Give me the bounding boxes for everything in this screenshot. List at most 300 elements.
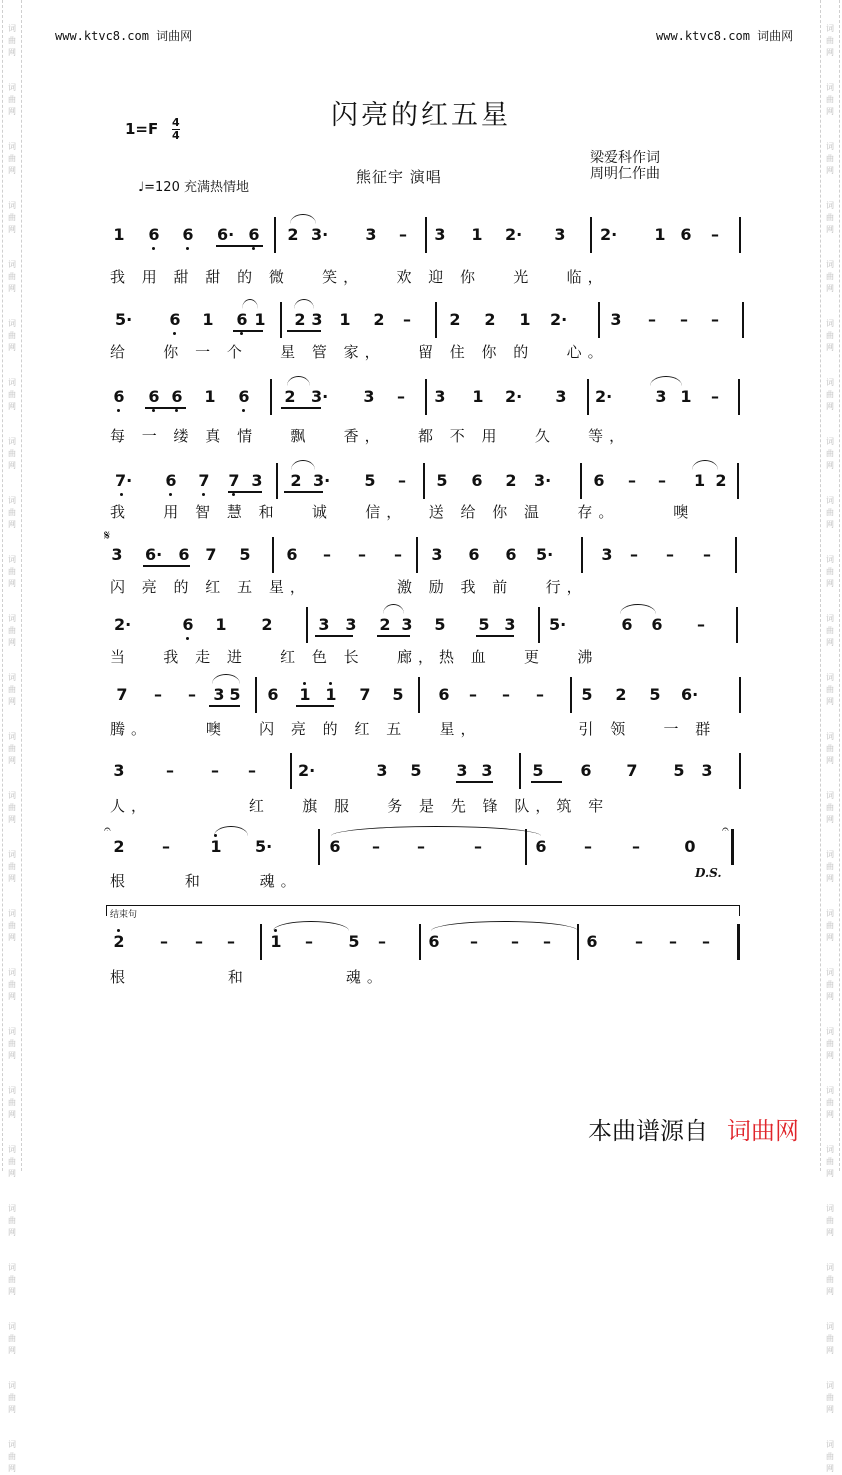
watermark-char: 词: [8, 791, 16, 800]
watermark-char: 词: [826, 732, 834, 741]
note: 5: [649, 685, 661, 704]
bar-line: [739, 217, 741, 253]
note-dash: –: [632, 837, 640, 856]
note: 3: [554, 225, 566, 244]
watermark-char: 词: [826, 1381, 834, 1390]
watermark-char: 网: [8, 1405, 16, 1414]
note: 1: [472, 387, 484, 406]
note: 3: [363, 387, 375, 406]
watermark-char: 网: [826, 992, 834, 1001]
note: 3: [318, 615, 330, 634]
note: 2: [113, 932, 125, 951]
note: 3: [345, 615, 357, 634]
note: 1: [210, 837, 222, 856]
note: 6: [651, 615, 663, 634]
note: 6·: [217, 225, 235, 244]
watermark-char: 网: [826, 1228, 834, 1237]
note: 3: [213, 685, 225, 704]
note: 1: [270, 932, 282, 951]
bar-line: [274, 217, 276, 253]
ending-label: 结束句: [110, 910, 138, 920]
note-dash: –: [248, 761, 256, 780]
watermark-char: 词: [8, 1263, 16, 1272]
octave-dot-above: [303, 682, 306, 685]
watermark-char: 曲: [826, 626, 834, 635]
note: 3: [434, 225, 446, 244]
note: 1: [471, 225, 483, 244]
bar-line: [737, 463, 739, 499]
beam-underline: [315, 635, 353, 637]
bar-line: [290, 753, 292, 789]
octave-dot-below: [152, 247, 155, 250]
note-dash: –: [711, 387, 719, 406]
watermark-char: 词: [826, 791, 834, 800]
watermark-char: 词: [8, 24, 16, 33]
note-dash: –: [666, 545, 674, 564]
watermark-char: 网: [826, 815, 834, 824]
octave-dot-below: [120, 493, 123, 496]
bar-line: [435, 302, 437, 338]
watermark-char: 词: [826, 142, 834, 151]
bar-line: [581, 537, 583, 573]
bar-line: [418, 677, 420, 713]
watermark-char: 词: [826, 437, 834, 446]
note-dash: –: [702, 932, 710, 951]
note-dash: –: [648, 310, 656, 329]
watermark-char: 网: [8, 107, 16, 116]
watermark-char: 网: [8, 520, 16, 529]
note-dash: –: [358, 545, 366, 564]
site-url-right[interactable]: www.ktvc8.com 词曲网: [656, 29, 794, 43]
note: 2: [294, 310, 306, 329]
note-dash: –: [502, 685, 510, 704]
note: 7·: [115, 471, 133, 490]
octave-dot-below: [202, 493, 205, 496]
watermark-char: 网: [826, 1405, 834, 1414]
bar-line: [538, 607, 540, 643]
watermark-char: 网: [826, 1287, 834, 1296]
watermark-char: 曲: [826, 154, 834, 163]
fermata-sign-right: 𝄐: [722, 822, 729, 836]
note: –: [628, 471, 636, 490]
bar-line: [318, 829, 320, 865]
bar-line: [570, 677, 572, 713]
watermark-char: 词: [8, 142, 16, 151]
note: 5: [434, 615, 446, 634]
note: 1: [519, 310, 531, 329]
note: 7: [205, 545, 217, 564]
note: 5: [229, 685, 241, 704]
note: 6: [238, 387, 250, 406]
watermark-char: 词: [8, 555, 16, 564]
watermark-char: 曲: [826, 95, 834, 104]
song-title: 闪亮的红五星: [331, 100, 511, 131]
tie-slur: [290, 214, 316, 224]
note: 3·: [311, 225, 329, 244]
watermark-char: 网: [826, 933, 834, 942]
watermark-char: 词: [826, 496, 834, 505]
watermark-char: 网: [8, 579, 16, 588]
note: 7: [198, 471, 210, 490]
note: 6: [471, 471, 483, 490]
watermark-char: 曲: [826, 1334, 834, 1343]
bar-line: [306, 607, 308, 643]
tie-slur: [331, 826, 541, 836]
watermark-char: 曲: [8, 449, 16, 458]
bar-line: [735, 537, 737, 573]
watermark-char: 词: [826, 319, 834, 328]
watermark-char: 词: [826, 378, 834, 387]
note-dash: –: [469, 685, 477, 704]
note: 6: [428, 932, 440, 951]
bar-line: [738, 379, 740, 415]
note: 5·: [536, 545, 554, 564]
note: 1: [254, 310, 266, 329]
note: 6: [236, 310, 248, 329]
watermark-char: 曲: [826, 567, 834, 576]
note: 7: [116, 685, 128, 704]
tie-slur: [287, 376, 310, 386]
note: 3: [311, 310, 323, 329]
watermark-char: 词: [826, 555, 834, 564]
note: 2: [284, 387, 296, 406]
watermark-char: 词: [8, 909, 16, 918]
bar-line: [270, 379, 272, 415]
note: 3: [401, 615, 413, 634]
octave-dot-below: [242, 409, 245, 412]
bar-line: [419, 924, 421, 960]
note: 1: [325, 685, 337, 704]
beam-underline: [284, 491, 323, 493]
beam-underline: [456, 781, 493, 783]
note-dash: –: [211, 761, 219, 780]
tie-slur: [620, 604, 656, 614]
note: 3: [504, 615, 516, 634]
watermark-char: 网: [8, 638, 16, 647]
watermark-char: 网: [826, 697, 834, 706]
watermark-char: 曲: [8, 1098, 16, 1107]
watermark-char: 网: [8, 225, 16, 234]
note-dash: –: [399, 225, 407, 244]
octave-dot-below: [169, 493, 172, 496]
watermark-char: 曲: [8, 1157, 16, 1166]
lyric-line: 根 和 魂。: [110, 968, 388, 986]
watermark-char: 曲: [826, 685, 834, 694]
time-signature-top: 4: [172, 116, 180, 129]
note: 2·: [505, 387, 523, 406]
watermark-char: 网: [826, 48, 834, 57]
note: 5: [436, 471, 448, 490]
watermark-char: 网: [8, 402, 16, 411]
note: 2: [379, 615, 391, 634]
watermark-char: 词: [8, 496, 16, 505]
note-dash: –: [160, 932, 168, 951]
footer-brand-link[interactable]: 词曲网: [727, 1117, 799, 1145]
watermark-char: 词: [8, 1381, 16, 1390]
note: 3: [111, 545, 123, 564]
bar-line: [425, 217, 427, 253]
beam-underline: [228, 491, 262, 493]
watermark-char: 网: [826, 343, 834, 352]
note: 3: [456, 761, 468, 780]
note: 2·: [114, 615, 132, 634]
octave-dot-above: [329, 682, 332, 685]
note: 5: [410, 761, 422, 780]
tie-slur: [650, 376, 682, 386]
note: 7: [626, 761, 638, 780]
watermark-char: 曲: [8, 1039, 16, 1048]
watermark-char: 网: [8, 1110, 16, 1119]
watermark-char: 词: [8, 732, 16, 741]
watermark-char: 曲: [826, 213, 834, 222]
watermark-char: 词: [826, 201, 834, 210]
tie-slur: [212, 674, 240, 684]
lyric-line: 我 用 甜 甜 的 微 笑， 欢 迎 你 光 临，: [110, 268, 609, 286]
bar-line: [416, 537, 418, 573]
bar-line: [276, 463, 278, 499]
bar-line: [590, 217, 592, 253]
lyric-line: 当 我 走 进 红 色 长 廊，热 血 更 沸: [110, 648, 599, 666]
watermark-char: 曲: [8, 508, 16, 517]
note-dash: –: [188, 685, 196, 704]
note: 6: [438, 685, 450, 704]
watermark-char: 曲: [8, 1393, 16, 1402]
watermark-char: 网: [8, 697, 16, 706]
note: 3: [701, 761, 713, 780]
note: 2·: [505, 225, 523, 244]
beam-underline: [281, 407, 321, 409]
watermark-char: 曲: [8, 862, 16, 871]
watermark-char: 曲: [826, 803, 834, 812]
watermark-char: 词: [8, 378, 16, 387]
watermark-char: 网: [8, 343, 16, 352]
tie-slur: [242, 299, 258, 309]
note: 3: [610, 310, 622, 329]
note: 3·: [311, 387, 329, 406]
note: 1: [113, 225, 125, 244]
bar-line: [731, 829, 734, 865]
watermark-char: 曲: [8, 95, 16, 104]
note: 3: [251, 471, 263, 490]
watermark-char: 曲: [8, 921, 16, 930]
tie-slur: [291, 460, 315, 470]
watermark-char: 网: [826, 1051, 834, 1060]
note: 1: [299, 685, 311, 704]
note-dash: –: [166, 761, 174, 780]
note: 3: [376, 761, 388, 780]
watermark-char: 词: [8, 1145, 16, 1154]
watermark-char: 词: [8, 673, 16, 682]
note-dash: 1: [694, 471, 706, 490]
watermark-char: 网: [826, 1346, 834, 1355]
note: 2·: [600, 225, 618, 244]
lyric-line: 给 你 一 个 星 管 家， 留 住 你 的 心。: [110, 343, 609, 361]
note-dash: –: [536, 685, 544, 704]
note: 3: [434, 387, 446, 406]
note-dash: –: [703, 545, 711, 564]
bar-line: [519, 753, 521, 789]
site-url-left[interactable]: www.ktvc8.com 词曲网: [55, 29, 193, 43]
composer-credit: 周明仁作曲: [590, 166, 660, 182]
note-dash: –: [697, 615, 705, 634]
watermark-char: 曲: [826, 272, 834, 281]
watermark-char: 词: [826, 1204, 834, 1213]
watermark-char: 曲: [826, 1275, 834, 1284]
watermark-char: 网: [8, 284, 16, 293]
beam-underline: [377, 635, 410, 637]
watermark-char: 曲: [8, 1452, 16, 1461]
note: 1: [202, 310, 214, 329]
note: 3: [481, 761, 493, 780]
watermark-char: 曲: [8, 154, 16, 163]
watermark-char: 词: [826, 260, 834, 269]
watermark-char: 曲: [826, 744, 834, 753]
note-dash: –: [398, 471, 406, 490]
note: 2: [287, 225, 299, 244]
watermark-char: 曲: [826, 921, 834, 930]
note: 1: [204, 387, 216, 406]
tempo-marking: ♩=120 充满热情地: [138, 180, 249, 195]
note: 6: [248, 225, 260, 244]
watermark-char: 词: [826, 673, 834, 682]
watermark-char: 词: [826, 909, 834, 918]
note: 2: [715, 471, 727, 490]
note: 6·: [681, 685, 699, 704]
octave-dot-below: [117, 409, 120, 412]
watermark-char: 曲: [8, 685, 16, 694]
octave-dot-below: [152, 409, 155, 412]
watermark-char: 网: [826, 520, 834, 529]
watermark-char: 曲: [8, 567, 16, 576]
note: 6: [148, 225, 160, 244]
note-dash: –: [154, 685, 162, 704]
beam-underline: [531, 781, 562, 783]
note: 0: [684, 837, 696, 856]
note: 2: [261, 615, 273, 634]
note: 2: [615, 685, 627, 704]
note: 6: [468, 545, 480, 564]
note: 5·: [549, 615, 567, 634]
fermata-sign-left: 𝄐: [104, 822, 111, 836]
note: 6: [169, 310, 181, 329]
watermark-char: 曲: [826, 449, 834, 458]
beam-underline: [216, 245, 263, 247]
left-watermark-column: [3, 0, 21, 1475]
note: 6: [586, 932, 598, 951]
note: 1: [654, 225, 666, 244]
watermark-char: 网: [8, 1287, 16, 1296]
time-signature-bottom: 4: [172, 129, 180, 142]
note: 6: [165, 471, 177, 490]
bar-line: [737, 924, 740, 960]
note: 2: [290, 471, 302, 490]
watermark-char: 词: [826, 1086, 834, 1095]
note: 2: [505, 471, 517, 490]
watermark-char: 曲: [8, 390, 16, 399]
beam-underline: [145, 407, 186, 409]
watermark-char: 曲: [826, 1216, 834, 1225]
note-dash: –: [474, 837, 482, 856]
watermark-char: 词: [8, 850, 16, 859]
bar-line: [255, 677, 257, 713]
tie-slur: [214, 826, 248, 836]
note: 6: [286, 545, 298, 564]
note: 3·: [313, 471, 331, 490]
bar-line: [736, 607, 738, 643]
watermark-char: 网: [826, 1464, 834, 1473]
tie-slur: [431, 921, 578, 931]
watermark-char: 曲: [826, 331, 834, 340]
watermark-char: 网: [8, 1228, 16, 1237]
watermark-char: 网: [826, 638, 834, 647]
bar-line: [598, 302, 600, 338]
watermark-char: 网: [8, 461, 16, 470]
watermark-char: 网: [826, 756, 834, 765]
watermark-char: 词: [8, 1322, 16, 1331]
note: 6: [505, 545, 517, 564]
note: 2·: [595, 387, 613, 406]
watermark-char: 曲: [8, 36, 16, 45]
note: 6: [680, 225, 692, 244]
bar-line: [739, 753, 741, 789]
watermark-char: 网: [8, 1169, 16, 1178]
watermark-char: 词: [826, 1145, 834, 1154]
singer-credit: 熊征宇 演唱: [356, 168, 442, 186]
note: 5: [478, 615, 490, 634]
watermark-char: 曲: [826, 1452, 834, 1461]
watermark-char: 网: [8, 992, 16, 1001]
note-dash: –: [658, 471, 666, 490]
right-watermark-column: [821, 0, 839, 1475]
watermark-char: 网: [826, 579, 834, 588]
note-dash: –: [397, 387, 405, 406]
watermark-char: 曲: [8, 272, 16, 281]
watermark-char: 网: [8, 166, 16, 175]
note: 6: [178, 545, 190, 564]
watermark-char: 曲: [826, 862, 834, 871]
octave-dot-below: [252, 247, 255, 250]
note: 3: [555, 387, 567, 406]
note: 5·: [115, 310, 133, 329]
bar-line: [423, 463, 425, 499]
lyric-line: 人， 红 旗 服 务 是 先 锋 队，筑 牢: [110, 797, 610, 815]
bar-line: [272, 537, 274, 573]
note-dash: –: [635, 932, 643, 951]
bar-line: [739, 677, 741, 713]
note: 1: [339, 310, 351, 329]
octave-dot-below: [175, 409, 178, 412]
bar-line: [280, 302, 282, 338]
note: 6: [329, 837, 341, 856]
watermark-char: 网: [826, 1169, 834, 1178]
watermark-char: 词: [826, 1027, 834, 1036]
watermark-char: 曲: [826, 1393, 834, 1402]
note-dash: –: [305, 932, 313, 951]
note: 6·: [145, 545, 163, 564]
note: 5: [673, 761, 685, 780]
note: 5: [239, 545, 251, 564]
bar-line: [742, 302, 744, 338]
watermark-char: 词: [8, 260, 16, 269]
note-dash: –: [511, 932, 519, 951]
note-dash: –: [711, 225, 719, 244]
lyricist-credit: 梁爱科作词: [590, 150, 660, 166]
watermark-char: 词: [8, 1027, 16, 1036]
watermark-char: 曲: [8, 213, 16, 222]
watermark-char: 词: [826, 850, 834, 859]
watermark-char: 词: [8, 83, 16, 92]
watermark-char: 词: [826, 24, 834, 33]
